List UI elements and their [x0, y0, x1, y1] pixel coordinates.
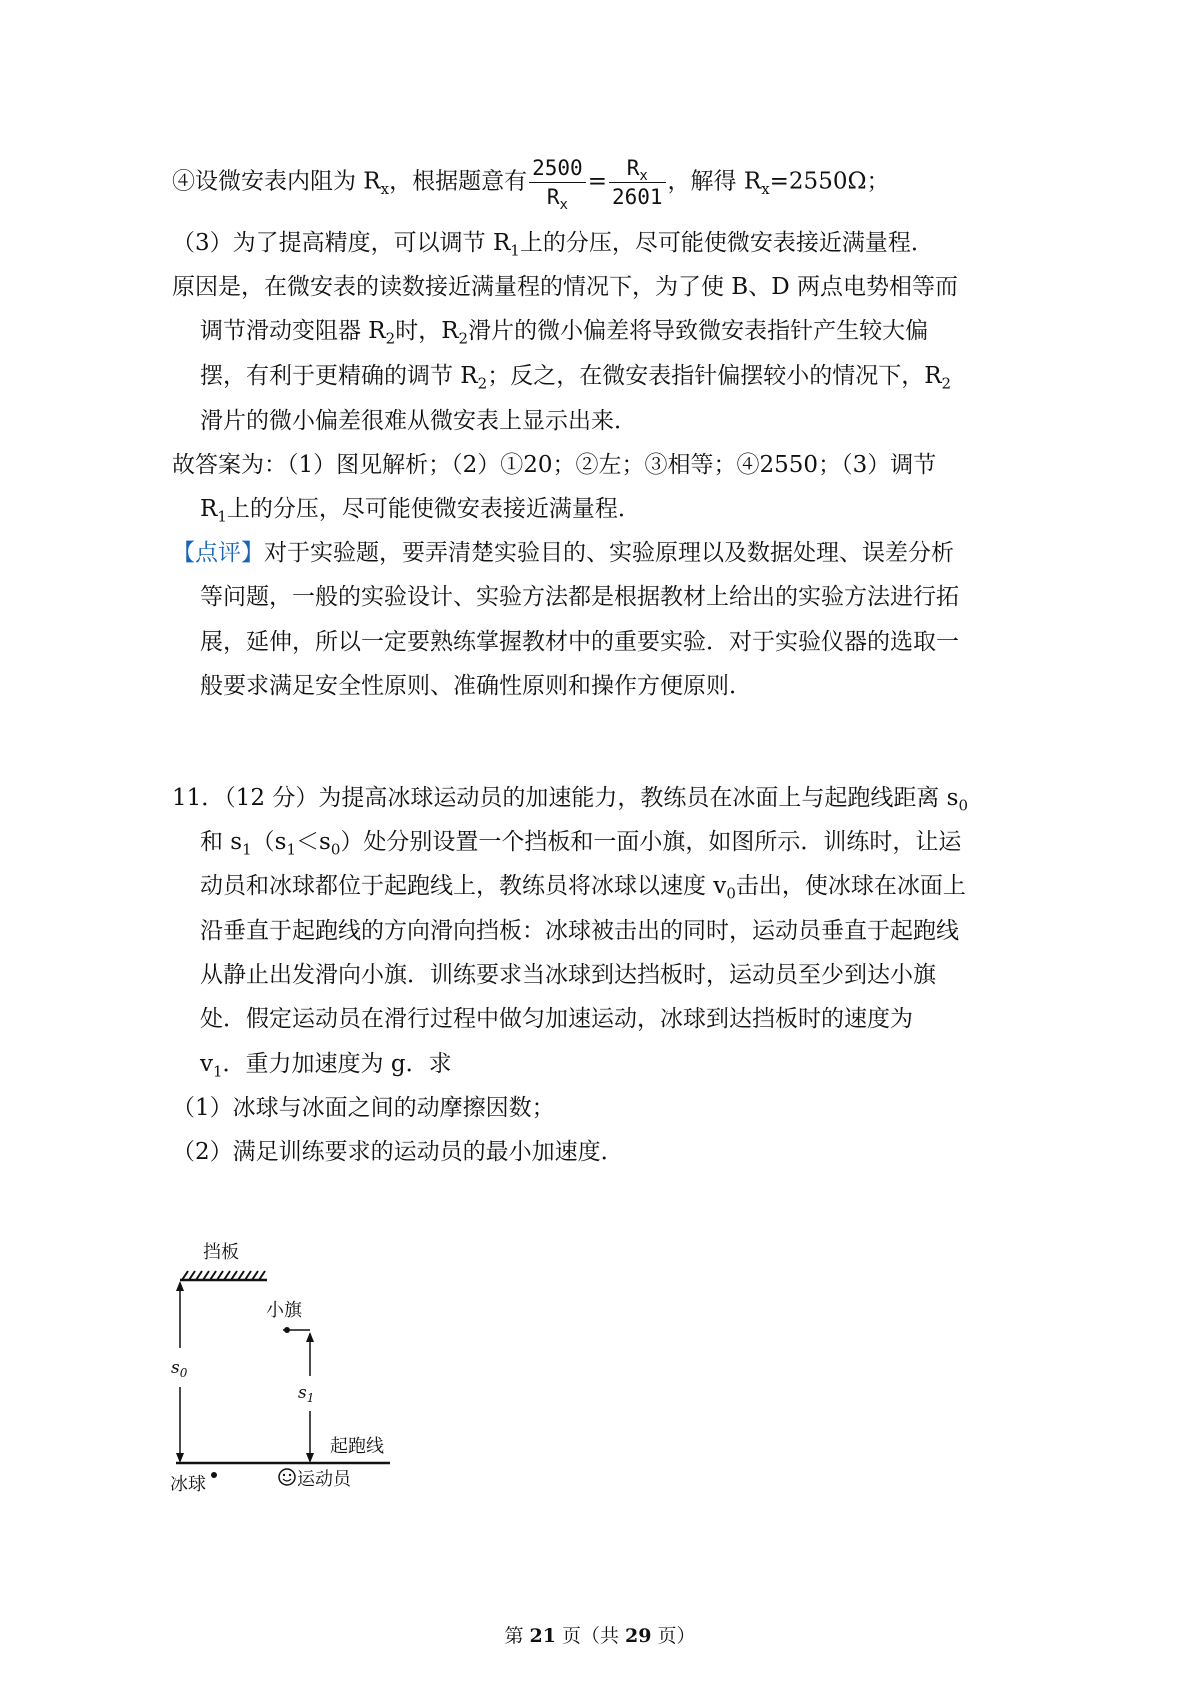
answer-line-1: 故答案为：（1）图见解析；（2）①20；②左；③相等；④2550；（3）调节 — [172, 452, 937, 478]
denominator: $R_x$ — [546, 185, 568, 214]
text: ④设微安表内阻为 R — [172, 168, 381, 195]
athlete-label: 运动员 — [297, 1469, 351, 1490]
review-line-1: 【点评】对于实验题，要弄清楚实验目的、实验原理以及数据处理、误差分析 — [172, 540, 954, 566]
reason-line-3: 摆，有利于更精确的调节 $R_2$；反之，在微安表指针偏摆较小的情况下，$R_2$ — [200, 363, 952, 393]
s0-label: $s_0$ — [171, 1358, 188, 1380]
page-footer: 第 21 页（共 29 页） — [504, 1625, 696, 1647]
solution-step-4 — [172, 155, 890, 214]
start-line-label: 起跑线 — [330, 1436, 384, 1457]
reason-line-2: 调节滑动变阻器 $R_2$时，$R_2$滑片的微小偏差将导致微安表指针产生较大偏 — [200, 318, 929, 348]
question-11-sub-1: （1）冰球与冰面之间的动摩擦因数； — [172, 1095, 555, 1121]
text: =2550Ω； — [769, 168, 890, 195]
numerator: $R_x$ — [609, 155, 666, 183]
s0-arrowhead-top — [176, 1281, 184, 1291]
text: ，解得 R — [667, 168, 762, 195]
question-11-line-2: 和 $s_1(s_1<s_0)$处分别设置一个挡板和一面小旗，如图所示．训练时，让运 — [200, 829, 962, 859]
review-line-3: 展，延伸，所以一定要熟练掌握教材中的重要实验．对于实验仪器的选取一 — [200, 629, 959, 655]
question-11-sub-2: （2）满足训练要求的运动员的最小加速度． — [172, 1139, 624, 1165]
numerator: 2500 — [529, 155, 586, 183]
total-pages: 29 — [625, 1625, 652, 1647]
equals-sign: = — [587, 168, 607, 195]
subscript: x — [761, 180, 770, 199]
review-line-2: 等问题，一般的实验设计、实验方法都是根据教材上给出的实验方法进行拓 — [200, 584, 959, 610]
page-number: 21 — [529, 1625, 556, 1647]
review-line-4: 般要求满足安全性原则、准确性原则和操作方便原则． — [200, 673, 752, 699]
question-11-line-4: 沿垂直于起跑线的方向滑向挡板：冰球被击出的同时，运动员垂直于起跑线 — [200, 918, 959, 944]
reason-line-1: 原因是，在微安表的读数接近满量程的情况下，为了使 B、D 两点电势相等而 — [172, 274, 958, 300]
question-11-line-6: 处．假定运动员在滑行过程中做匀加速运动，冰球到达挡板时的速度为 — [200, 1006, 913, 1032]
s1-label: $s_1$ — [298, 1383, 315, 1405]
s1-arrowhead-top — [306, 1332, 314, 1342]
reason-line-4: 滑片的微小偏差很难从微安表上显示出来． — [200, 408, 637, 434]
denominator: 2601 — [611, 185, 663, 209]
question-11-line-1: 11．（12 分）为提高冰球运动员的加速能力，教练员在冰面上与起跑线距离 $s_0$ — [172, 785, 969, 815]
question-11-line-3: 动员和冰球都位于起跑线上，教练员将冰球以速度 $v_0$击出，使冰球在冰面上 — [200, 873, 966, 903]
solution-part-3: （3）为了提高精度，可以调节 $R_1$上的分压，尽可能使微安表接近满量程． — [172, 230, 934, 260]
fraction-rx-over-2601 — [609, 155, 666, 210]
flag-label: 小旗 — [266, 1300, 302, 1321]
puck-label: 冰球 — [170, 1474, 206, 1495]
flag-dot — [284, 1327, 290, 1333]
answer-line-2: $R_1$上的分压，尽可能使微安表接近满量程． — [200, 496, 641, 526]
puck-dot — [211, 1472, 217, 1478]
review-tag: 【点评】 — [172, 540, 264, 566]
athlete-icon — [279, 1469, 295, 1485]
question-11-line-5: 从静止出发滑向小旗．训练要求当冰球到达挡板时，运动员至少到达小旗 — [200, 962, 936, 988]
fraction-2500-over-rx — [529, 155, 586, 214]
board-hatching — [182, 1271, 265, 1280]
s1-arrowhead-bottom — [306, 1453, 314, 1463]
s0-arrowhead-bottom — [176, 1453, 184, 1463]
subscript: x — [380, 180, 390, 199]
ice-hockey-diagram — [170, 1236, 430, 1510]
question-11-line-7: $v_1$．重力加速度为 g．求 — [200, 1051, 452, 1081]
text: ，根据题意有 — [389, 168, 528, 195]
board-label: 挡板 — [203, 1242, 239, 1263]
